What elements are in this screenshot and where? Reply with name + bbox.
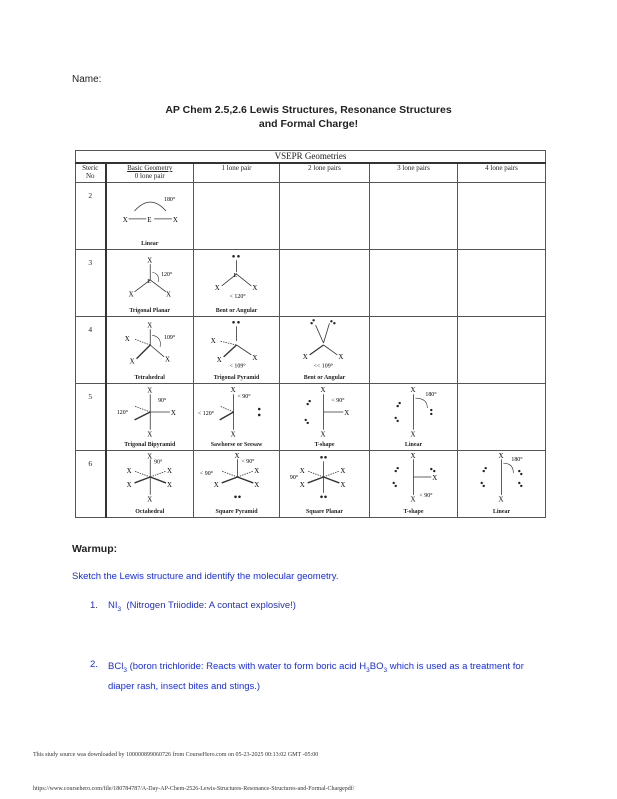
- linear-tbp-diagram: [370, 384, 457, 440]
- svg-text:120°: 120°: [116, 409, 128, 416]
- svg-text:X: X: [410, 496, 416, 504]
- svg-text:X: X: [210, 338, 216, 346]
- geometry-cell: X X < 90° < 120° Sawhorse or Seesaw: [194, 384, 280, 451]
- square-planar-diagram: [280, 451, 369, 507]
- svg-text:E: E: [146, 216, 152, 224]
- svg-text:E: E: [233, 273, 238, 280]
- steric-number: 4: [76, 317, 106, 384]
- geometry-cell: X E X X 120° Trigonal Planar: [106, 250, 194, 317]
- geometry-cell: E X X < 120° Bent or Angular: [194, 250, 280, 317]
- svg-text:90°: 90°: [157, 398, 166, 405]
- seesaw-diagram: [194, 384, 279, 440]
- geometry-cell: X X X X 90° Square Planar: [280, 451, 370, 518]
- svg-text:X: X: [146, 431, 152, 439]
- source-url[interactable]: https://www.coursehero.com/file/180784787/A-Day-AP-Chem-2526-Lewis-Structures-Resonance-Structures-and-Formal-Chargepdf/: [33, 786, 355, 792]
- svg-text:X: X: [340, 468, 346, 476]
- geometry-cell: [106, 183, 194, 250]
- svg-text:X: X: [146, 496, 152, 504]
- svg-text:X: X: [164, 356, 170, 364]
- svg-text:90°: 90°: [289, 475, 299, 481]
- geometry-caption: Linear: [141, 241, 159, 247]
- question-number: 2.: [90, 659, 98, 670]
- download-notice: This study source was downloaded by 100000899060726 from CourseHero.com on 05-23-2025 00:13:02 GMT -05:00: [33, 752, 319, 758]
- svg-text:X: X: [340, 481, 346, 489]
- svg-text:X: X: [172, 216, 178, 224]
- header-1lp: 1 lone pair: [194, 163, 280, 183]
- svg-text:E: E: [146, 278, 151, 285]
- svg-text:< 90°: < 90°: [331, 398, 345, 405]
- geometry-cell: X X X < 90° T-shape: [370, 451, 458, 518]
- svg-text:X: X: [146, 387, 152, 395]
- svg-text:109°: 109°: [163, 335, 175, 342]
- svg-text:X: X: [129, 358, 135, 366]
- svg-text:X: X: [230, 431, 236, 439]
- steric-number: 5: [76, 384, 106, 451]
- svg-text:X: X: [166, 481, 172, 489]
- svg-text:< 109°: < 109°: [229, 363, 246, 370]
- bent-tetrahedral-diagram: [280, 317, 369, 373]
- linear-diagram: [107, 183, 194, 239]
- svg-text:180°: 180°: [163, 197, 175, 204]
- svg-text:X: X: [498, 453, 504, 461]
- svg-text:X: X: [410, 387, 416, 395]
- svg-text:X: X: [252, 284, 258, 292]
- geometry-cell: X X 180° Linear: [370, 384, 458, 451]
- steric-number: 3: [76, 250, 106, 317]
- svg-text:< 90°: < 90°: [237, 394, 251, 401]
- geometry-cell: X X X X < 90° < 90° Square Pyramid: [194, 451, 280, 518]
- steric-number: 6: [76, 451, 106, 518]
- svg-text:X: X: [299, 481, 305, 489]
- vsepr-table: [75, 150, 545, 520]
- svg-text:X: X: [254, 481, 260, 489]
- svg-text:X: X: [498, 496, 504, 504]
- steric-number: 2: [76, 183, 106, 250]
- svg-text:X: X: [124, 336, 130, 344]
- svg-text:180°: 180°: [425, 392, 437, 399]
- square-pyramid-diagram: [194, 451, 279, 507]
- svg-text:X: X: [344, 409, 350, 417]
- table-title: VSEPR Geometries: [76, 151, 546, 164]
- geometry-cell: X X X X 109° Tetrahedral: [106, 317, 194, 384]
- t-shape-diagram: [280, 384, 369, 440]
- svg-text:X: X: [320, 431, 326, 439]
- svg-text:< 90°: < 90°: [199, 471, 214, 478]
- svg-text:180°: 180°: [511, 457, 523, 464]
- header-steric: Steric No: [76, 163, 106, 183]
- tetrahedral-diagram: [107, 317, 194, 373]
- geometry-cell: X X << 109° Bent or Angular: [280, 317, 370, 384]
- svg-text:< 90°: < 90°: [241, 459, 255, 466]
- svg-text:X: X: [432, 474, 438, 482]
- header-4lp: 4 lone pairs: [458, 163, 546, 183]
- svg-text:< 120°: < 120°: [197, 410, 215, 417]
- geometry-cell: X X 180° Linear: [458, 451, 546, 518]
- svg-text:X: X: [299, 468, 305, 476]
- svg-text:X: X: [146, 257, 152, 265]
- svg-text:X: X: [213, 481, 219, 489]
- warmup-instruction: Sketch the Lewis structure and identify the molecular geometry.: [72, 571, 339, 582]
- svg-text:X: X: [166, 468, 172, 476]
- svg-text:X: X: [302, 353, 308, 361]
- trigonal-pyramid-diagram: [194, 317, 279, 373]
- svg-text:X: X: [126, 481, 132, 489]
- svg-text:X: X: [170, 409, 176, 417]
- page-subtitle: and Formal Charge!: [258, 118, 359, 130]
- header-2lp: 2 lone pairs: [280, 163, 370, 183]
- svg-text:90°: 90°: [153, 459, 162, 466]
- svg-text:X: X: [122, 216, 128, 224]
- svg-text:X: X: [128, 291, 134, 299]
- geometry-cell: X X X < 90° T-shape: [280, 384, 370, 451]
- question-1: $NI_3$ (Nitrogen Triiodide: A contact explosive!): [108, 600, 296, 613]
- trigonal-planar-diagram: [107, 250, 194, 306]
- header-3lp: 3 lone pairs: [370, 163, 458, 183]
- geometry-cell: X X X 90° 120° Trigonal Bipyramid: [106, 384, 194, 451]
- svg-text:X: X: [146, 453, 152, 461]
- svg-text:X: X: [338, 353, 344, 361]
- svg-text:X: X: [410, 431, 416, 439]
- question-2: BCl$_3$ (boron trichloride: Reacts with water to form boric acid $H_3BO_3$ which is used as a treatment for diaper rash, insect bites and stings.): [108, 661, 524, 692]
- warmup-heading: Warmup:: [72, 543, 118, 555]
- svg-text:X: X: [230, 387, 236, 395]
- question-number: 1.: [90, 600, 98, 611]
- linear-oct-diagram: [458, 451, 545, 507]
- bent-diagram: [194, 250, 279, 306]
- svg-text:120°: 120°: [160, 272, 172, 279]
- svg-text:X: X: [254, 468, 260, 476]
- trigonal-bipyramid-diagram: [107, 384, 194, 440]
- svg-text:X: X: [214, 284, 220, 292]
- geometry-cell: X X X X X X 90° Octahedral: [106, 451, 194, 518]
- svg-text:X: X: [126, 468, 132, 476]
- svg-text:X: X: [410, 453, 416, 461]
- svg-text:X: X: [252, 354, 258, 362]
- svg-text:X: X: [146, 322, 152, 330]
- svg-text:X: X: [234, 453, 240, 461]
- svg-text:X: X: [320, 387, 326, 395]
- svg-text:X: X: [216, 356, 222, 364]
- octahedral-diagram: [107, 451, 194, 507]
- svg-text:< 90°: < 90°: [419, 492, 433, 499]
- name-label: Name:: [72, 74, 102, 85]
- svg-text:<< 109°: << 109°: [313, 363, 334, 370]
- svg-text:X: X: [165, 291, 171, 299]
- geometry-cell: X X X < 109° Trigonal Pyramid: [194, 317, 280, 384]
- header-basic: Basic Geometry 0 lone pair: [106, 163, 194, 183]
- svg-text:< 120°: < 120°: [229, 293, 246, 300]
- t-shape-oct-diagram: [370, 451, 457, 507]
- page-title: AP Chem 2.5,2.6 Lewis Structures, Resonance Structures: [165, 104, 452, 116]
